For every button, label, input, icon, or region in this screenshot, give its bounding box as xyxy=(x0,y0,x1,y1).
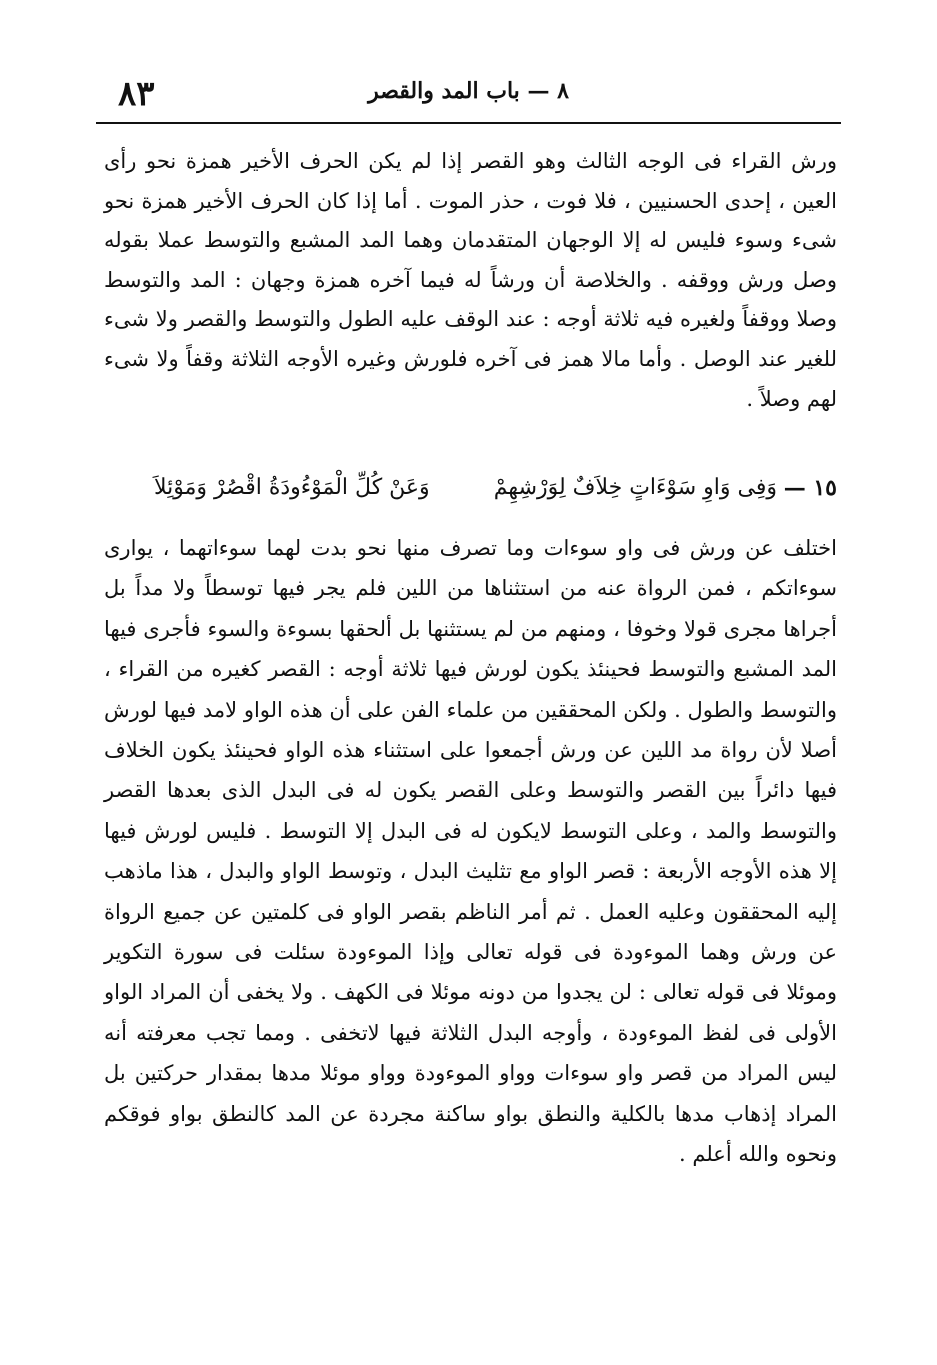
verse-number: ١٥ — xyxy=(783,475,837,501)
page-number: ٨٣ xyxy=(118,74,155,114)
verse-first-hemistich: وَفِى وَاوِ سَوْءَاتٍ خِلاَفٌ لِوَرْشِهِمْ xyxy=(493,475,777,500)
header-divider xyxy=(96,122,841,124)
poem-verse xyxy=(104,466,837,510)
body-paragraph-1: ورش القراء فى الوجه الثالث وهو القصر إذا لم يكن الحرف الأخير همزة نحو رأى العين ، إحدى الحسنيين ، فلا فوت ، حذر الموت . أما إذا كان الحرف الأخير همزة نحو شىء وسوء فليس له إلا الوجهان المتقدمان وهما المد المشبع والتوسط عملا بقوله وصل ورش ووقفه . والخلاصة أن ورشاً له فيما آخره همزة وجهان : المد والتوسط وصلا ووقفاً ولغيره فيه ثلاثة أوجه : عند الوقف عليه الطول والتوسط والقصر ولا شىء للغير عند الوصل . وأما مالا همز فى آخره فلورش وغيره الأوجه الثلاثة وقفاً ولا شىء لهم وصلاً . xyxy=(104,149,837,411)
page-header xyxy=(96,72,841,118)
chapter-title: ٨ — باب المد والقصر xyxy=(368,78,569,104)
verse-second-hemistich: وَعَنْ كُلِّ الْمَوْءُودَةُ اقْصُرْ وَمَوْئِلاَ xyxy=(154,475,430,500)
commentary-paragraph: اختلف عن ورش فى واو سوءات وما تصرف منها نحو بدت لهما سوءاتهما ، يوارى سوءاتكم ، فمن الرواة عنه من استثناها من اللين فلم يجر فيها توسطاً ولا مداً بل أجراها مجرى قولا وخوفا ، ومنهم من لم يستثنها بل ألحقها بسوءة والسوء فأجرى فيها المد المشبع والتوسط فحينئذ يكون لورش فيها ثلاثة أوجه : القصر كغيره من القراء ، والتوسط والطول . ولكن المحققين من علماء الفن على أن هذه الواو لامد فيها لورش أصلا لأن رواة مد اللين عن ورش أجمعوا على استثناء هذه الواو فحينئذ يكون الخلاف فيها دائراً بين القصر والتوسط وعلى القصر يكون له فى البدل الذى بعدها القصر والتوسط والمد ، وعلى التوسط لايكون له فى البدل إلا التوسط . فليس لورش فيها إلا هذه الأوجه الأربعة : قصر الواو مع تثليث البدل ، وتوسط الواو والبدل ، هذا ماذهب إليه المحققون وعليه العمل . ثم أمر الناظم بقصر الواو فى كلمتين عن جميع الرواة عن ورش وهما الموءودة فى قوله تعالى وإذا الموءودة سئلت فى سورة التكوير وموئلا فى قوله تعالى : لن يجدوا من دونه موئلا فى الكهف . ولا يخفى أن المراد الواو الأولى فى لفظ الموءودة ، وأوجه البدل الثلاثة فيها لاتخفى . ومما تجب معرفته أنه ليس المراد من قصر واو سوءات وواو الموءودة وواو موئلا مدها بمقدار حركتين بل المراد إذهاب مدها بالكلية والنطق بواو ساكنة مجردة عن المد كالنطق بواو فوقكم ونحوه والله أعلم . xyxy=(104,536,837,1167)
